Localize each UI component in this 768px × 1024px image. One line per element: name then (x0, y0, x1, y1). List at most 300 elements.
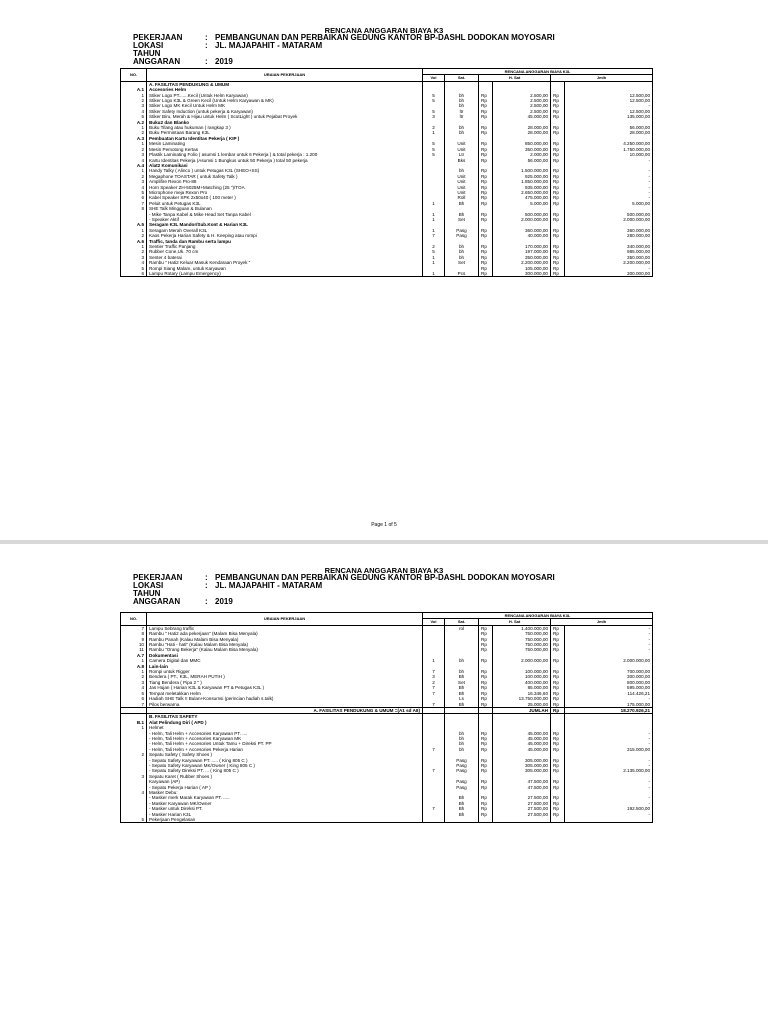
cell-vol: 7 (423, 806, 445, 811)
cell-currency: Rp (479, 801, 493, 806)
cell-uraian: Pekerjaan Pengelasan (147, 817, 423, 823)
cell-vol: 1 (423, 271, 445, 277)
cell-sat: Unit (445, 147, 479, 152)
cell-jumlah: - (565, 168, 653, 173)
cell-harga-satuan: 45.000,00 (493, 114, 551, 119)
cell-uraian: Helmet (147, 725, 423, 730)
cell-jumlah: 175.000,00 (565, 702, 653, 708)
cell-uraian: Senter 4 baterai (147, 255, 423, 260)
cell-currency: Rp (479, 271, 493, 277)
cell-harga-satuan: 750.000,00 (493, 637, 551, 642)
cell-currency: Rp (551, 806, 565, 811)
cell-uraian: - Masker merk Marak Karyawan PT. ..... (147, 795, 423, 800)
header-colon: : (205, 597, 208, 606)
cell-harga-satuan: 400.000,00 (493, 680, 551, 685)
cell-jumlah: - (565, 801, 653, 806)
cell-currency: Rp (479, 260, 493, 265)
cell-currency: Rp (479, 109, 493, 114)
cell-uraian: Sepatu Karet ( Rubber Shoes ) (147, 774, 423, 779)
cell-uraian: Buku Tilang atau hukuman ( rangkap 3 ) (147, 125, 423, 130)
cell-uraian: Seragam K3L Mandor/Sub.Kont & Harian K3L (147, 222, 423, 227)
cell-no: 2 (121, 98, 147, 103)
cell-sat: Bh (445, 212, 479, 217)
cell-jumlah: 315.000,00 (565, 747, 653, 752)
cell-currency: Rp (479, 685, 493, 690)
header-label: PEKERJAAN (133, 573, 183, 582)
cell-uraian: Rambu " Hati2 ada pekerjaan" (Malam Bisa Menyala) (147, 631, 423, 636)
cell-currency: Rp (479, 179, 493, 184)
cell-currency: Rp (479, 185, 493, 190)
cell-uraian: - Sepatu Safety Direksi PT. ... ( King 805 C ) (147, 768, 423, 773)
cell-currency: Rp (551, 801, 565, 806)
cell-sat: bh (445, 669, 479, 674)
cell-jumlah: 300.000,00 (565, 674, 653, 679)
cell-currency: Rp (479, 779, 493, 784)
cell-currency: Rp (479, 696, 493, 701)
cell-no: 6 (121, 195, 147, 200)
cell-currency: Rp (551, 625, 565, 631)
cell-sat: Set (445, 680, 479, 685)
cell-currency: Rp (479, 758, 493, 763)
cell-jumlah: 56.000,00 (565, 125, 653, 130)
cell-harga-satuan: 40.000,00 (493, 233, 551, 238)
column-header-no: NO. (121, 69, 147, 82)
header-line (133, 50, 555, 66)
cell-uraian: Rambu "Hati - hati" (Kalau Malam Bisa Menyala) (147, 642, 423, 647)
cell-sat: Pasg (445, 233, 479, 238)
budget-table (120, 612, 653, 823)
cell-uraian: - Sepatu Pekerja Harian ( AP ) (147, 785, 423, 790)
cell-sat: Bh (445, 674, 479, 679)
cell-currency: Rp (551, 147, 565, 152)
cell-currency: Rp (551, 768, 565, 773)
cell-currency: Rp (479, 702, 493, 708)
cell-no: 8 (121, 631, 147, 636)
cell-no: 1 (121, 658, 147, 663)
cell-harga-satuan: 2.000.000,00 (493, 217, 551, 222)
cell-currency: Rp (551, 271, 565, 277)
cell-uraian: Jas Hujan ( Harian K3L & Karyawan PT & Petugas K3L ) (147, 685, 423, 690)
cell-uraian: Microphone meja Rexon Pro (147, 190, 423, 195)
cell-jumlah: 4.250.000,00 (565, 141, 653, 146)
cell-no: 1 (121, 228, 147, 233)
cell-vol: 1 (423, 228, 445, 233)
table-row (121, 271, 653, 277)
cell-jumlah: - (565, 174, 653, 179)
cell-currency: Rp (479, 674, 493, 679)
cell-uraian: Rambu " Hati2 Keluar Masuk Kendaraan Proyek " (147, 260, 423, 265)
cell-currency: Rp (551, 763, 565, 768)
cell-jumlah: 12.500,00 (565, 109, 653, 114)
cell-no: 2 (121, 674, 147, 679)
header-colon: : (205, 573, 208, 582)
cell-no: A.4 (121, 163, 147, 168)
cell-no: 5 (121, 691, 147, 696)
cell-harga-satuan: 100.000,00 (493, 669, 551, 674)
cell-jumlah: 18.270.926,21 (565, 707, 653, 713)
cell-jumlah: 12.500,00 (565, 93, 653, 98)
cell-currency: Rp (479, 812, 493, 817)
cell-uraian: Stiker Biru, Merah & Hijau untuk Helm ( ScotLight ) untuk Pejabat Proyek (147, 114, 423, 119)
cell-uraian: Alat Pelindung Diri ( APD ) (147, 720, 423, 725)
cell-harga-satuan: 27.500,00 (493, 795, 551, 800)
cell-uraian: Stiker Logo PT.......Kecil (Untuk Helm Karyawan) (147, 93, 423, 98)
cell-jumlah: - (565, 185, 653, 190)
cell-sat: Pasg (445, 763, 479, 768)
cell-vol: 3 (423, 114, 445, 119)
cell-uraian: - Masker untuk Direksi PT. (147, 806, 423, 811)
cell-currency: Rp (551, 125, 565, 130)
cell-harga-satuan: 2.000.000,00 (493, 658, 551, 663)
cell-harga-satuan: 750.000,00 (493, 642, 551, 647)
cell-harga-satuan: 2.500,00 (493, 109, 551, 114)
cell-harga-satuan: 25.000,00 (493, 702, 551, 708)
cell-vol: 1 (423, 260, 445, 265)
cell-no: 6 (121, 696, 147, 701)
cell-currency: Rp (551, 680, 565, 685)
column-header-uraian: URAIAN PEKERJAAN (147, 69, 423, 82)
cell-currency: Rp (479, 228, 493, 233)
cell-sat: bh (445, 93, 479, 98)
cell-vol: 7 (423, 233, 445, 238)
cell-vol: 7 (423, 685, 445, 690)
cell-currency: Rp (551, 228, 565, 233)
cell-sat: Bh (445, 201, 479, 206)
cell-harga-satuan: 935.000,00 (493, 185, 551, 190)
cell-vol: 1 (423, 217, 445, 222)
cell-currency: Rp (479, 669, 493, 674)
cell-harga-satuan: 27.500,00 (493, 806, 551, 811)
cell-currency: Rp (551, 130, 565, 135)
cell-jumlah: - (565, 158, 653, 163)
cell-uraian: Lain-lain (147, 664, 423, 669)
cell-currency: Rp (479, 103, 493, 108)
cell-currency: Rp (551, 685, 565, 690)
cell-currency: Rp (551, 702, 565, 708)
cell-harga-satuan: 28.000,00 (493, 125, 551, 130)
cell-currency: Rp (479, 642, 493, 647)
cell-no: 1 (121, 168, 147, 173)
cell-no: 2 (121, 752, 147, 757)
cell-sat: Unit (445, 141, 479, 146)
page-title: RENCANA ANGGARAN BIAYA K3 (324, 26, 444, 35)
cell-vol: 5 (423, 109, 445, 114)
header-label: TAHUN ANGGARAN (133, 49, 181, 66)
cell-jumlah: 340.000,00 (565, 244, 653, 249)
cell-harga-satuan: 2.500,00 (493, 93, 551, 98)
cell-jumlah: - (565, 731, 653, 736)
cell-currency: Rp (479, 785, 493, 790)
cell-no: 2 (121, 249, 147, 254)
cell-vol: 7 (423, 702, 445, 708)
cell-harga-satuan: 925.000,00 (493, 174, 551, 179)
cell-harga-satuan: 1.500.000,00 (493, 168, 551, 173)
cell-jumlah (565, 817, 653, 823)
cell-no: 3 (121, 103, 147, 108)
table-row (121, 817, 653, 823)
cell-jumlah: - (565, 631, 653, 636)
header-value: JL. MAJAPAHIT - MATARAM (215, 581, 323, 590)
cell-sat: Pasg (445, 768, 479, 773)
cell-currency: Rp (479, 731, 493, 736)
cell-jumlah: 2.135.000,00 (565, 768, 653, 773)
cell-currency: Rp (479, 741, 493, 746)
cell-currency: Rp (551, 201, 565, 206)
cell-uraian: - Mike Tanpa Kabel & Mike Head Set Tanpa Kabel (147, 212, 423, 217)
cell-no: 1 (121, 244, 147, 249)
cell-sat: bh (445, 731, 479, 736)
cell-currency: Rp (551, 696, 565, 701)
cell-sat (445, 817, 479, 823)
cell-vol: 2 (423, 244, 445, 249)
cell-uraian: Masker Debu: (147, 790, 423, 795)
cell-jumlah: 500.000,00 (565, 212, 653, 217)
cell-sat: Bh (445, 691, 479, 696)
cell-sat: Set (445, 260, 479, 265)
cell-jumlah: 28.000,00 (565, 130, 653, 135)
cell-no: A.6 (121, 239, 147, 244)
cell-currency: Rp (479, 736, 493, 741)
cell-sat: bh (445, 255, 479, 260)
cell-uraian: Camera Digital dan MMC (147, 658, 423, 663)
cell-no: 1 (121, 725, 147, 730)
cell-currency: Rp (551, 731, 565, 736)
cell-no: 3 (121, 680, 147, 685)
cell-currency: Rp (551, 266, 565, 271)
cell-jumlah: - (565, 190, 653, 195)
cell-currency: Rp (479, 195, 493, 200)
header-colon: : (205, 57, 208, 66)
cell-currency: Rp (551, 217, 565, 222)
cell-uraian: A. FASILITAS PENDUKUNG & UMUM (147, 81, 423, 87)
cell-uraian: Rambu Panah (Kalau Malam Bisa Menyala) (147, 637, 423, 642)
cell-sat: Pasg (445, 779, 479, 784)
cell-vol: 7 (423, 669, 445, 674)
cell-harga-satuan: 28.000,00 (493, 130, 551, 135)
cell-jumlah: - (565, 647, 653, 652)
cell-jumlah: - (565, 736, 653, 741)
cell-jumlah: - (565, 795, 653, 800)
cell-jumlah: 192.500,00 (565, 806, 653, 811)
cell-uraian: Horn Speaker ZH-5025M+Matching (25 ")/TOA (147, 185, 423, 190)
cell-jumlah: - (565, 195, 653, 200)
cell-sat: Bks (445, 158, 479, 163)
cell-no: 5 (121, 817, 147, 823)
cell-sat: bh (445, 741, 479, 746)
cell-harga-satuan: 47.500,00 (493, 785, 551, 790)
cell-uraian: Plastik Laminating Folio ( asumsi 1 lembar untuk 6 Pekerja ) & total pekerja : 1.200 (147, 152, 423, 157)
cell-currency: Rp (551, 779, 565, 784)
cell-no: 4 (121, 685, 147, 690)
cell-currency: Rp (479, 763, 493, 768)
cell-currency: Rp (479, 201, 493, 206)
header-colon: : (205, 581, 208, 590)
cell-currency: Rp (479, 114, 493, 119)
cell-harga-satuan: 197.000,00 (493, 249, 551, 254)
cell-harga-satuan: 47.500,00 (493, 779, 551, 784)
cell-currency: Rp (551, 168, 565, 173)
cell-vol: 2 (423, 125, 445, 130)
cell-currency: Rp (479, 255, 493, 260)
header-value: PEMBANGUNAN DAN PERBAIKAN GEDUNG KANTOR BP-DASHL DODOKAN MOYOSARI (215, 33, 555, 42)
header-value: JL. MAJAPAHIT - MATARAM (215, 41, 323, 50)
cell-uraian: - Sepatu Safety Karyawan MK/Owner ( King 805 C ) (147, 763, 423, 768)
cell-uraian: Rompi Siang Malam, untuk Karyawan (147, 266, 423, 271)
cell-currency: Rp (479, 647, 493, 652)
cell-sat: Pasg (445, 785, 479, 790)
cell-vol: 7 (423, 691, 445, 696)
cell-uraian: - Sepatu Safety Karyawan PT. ..... ( King 805 C ) (147, 758, 423, 763)
cell-uraian: Hadiah SHE Talk !! Bulan+Konsumsi (perincian hadiah s.talk) (147, 696, 423, 701)
cell-currency: Rp (479, 212, 493, 217)
cell-harga-satuan: 100.000,00 (493, 674, 551, 679)
cell-currency: Rp (551, 785, 565, 790)
cell-jumlah: - (565, 741, 653, 746)
cell-uraian: Karyawan (AP) (147, 779, 423, 784)
cell-uraian: Mesin Laminating (147, 141, 423, 146)
cell-jumlah: - (565, 758, 653, 763)
cell-jumlah: - (565, 696, 653, 701)
header-line (133, 574, 555, 582)
cell-uraian: Buku Permintaan Barang K3L (147, 130, 423, 135)
cell-sat: Roll (445, 195, 479, 200)
cell-uraian: Alat2 Komunikasi (147, 163, 423, 168)
cell-currency: Rp (479, 141, 493, 146)
header-colon: : (205, 33, 208, 42)
cell-vol: 2 (423, 680, 445, 685)
cell-no: 2 (121, 130, 147, 135)
cell-sat: rol (445, 625, 479, 631)
cell-jumlah: 700.000,00 (565, 669, 653, 674)
cell-currency: Rp (551, 179, 565, 184)
column-header-jmlh: Jmlh (551, 75, 653, 81)
cell-uraian: Lampu Rotary (Lampu Emergency) (147, 271, 423, 277)
cell-currency: Rp (479, 768, 493, 773)
cell-currency: Rp (551, 195, 565, 200)
cell-harga-satuan: 2.650.000,00 (493, 190, 551, 195)
cell-currency: Rp (551, 93, 565, 98)
cell-harga-satuan: 45.000,00 (493, 741, 551, 746)
cell-currency: Rp (551, 707, 565, 713)
cell-no: A.2 (121, 120, 147, 125)
cell-harga-satuan: 500.000,00 (493, 212, 551, 217)
cell-harga-satuan: 350.000,00 (493, 255, 551, 260)
cell-currency: Rp (551, 631, 565, 636)
cell-jumlah: - (565, 625, 653, 631)
column-header-vol: Vol (423, 619, 445, 625)
cell-uraian: Dokumentasi (147, 653, 423, 658)
cell-uraian: Pembuatan Kartu Identitas Pekerja ( KIP ) (147, 136, 423, 141)
cell-sat: bh (445, 244, 479, 249)
cell-jumlah: 800.000,00 (565, 680, 653, 685)
cell-sat: bh (445, 103, 479, 108)
cell-no: 4 (121, 790, 147, 795)
cell-no: 7 (121, 625, 147, 631)
cell-jumlah: 5.000,00 (565, 201, 653, 206)
cell-currency: Rp (479, 747, 493, 752)
cell-uraian: Accesories Helm (147, 87, 423, 92)
cell-jumlah: - (565, 763, 653, 768)
cell-no: 3 (121, 255, 147, 260)
cell-currency: Rp (479, 795, 493, 800)
cell-currency: Rp (551, 736, 565, 741)
cell-jumlah: 985.000,00 (565, 249, 653, 254)
cell-currency: Rp (551, 812, 565, 817)
cell-jumlah: 1.750.000,00 (565, 147, 653, 152)
cell-sat: Bh (445, 801, 479, 806)
cell-currency: Rp (551, 669, 565, 674)
document-header (133, 34, 555, 66)
cell-jumlah: - (565, 266, 653, 271)
cell-currency: Rp (551, 647, 565, 652)
cell-no: 1 (121, 125, 147, 130)
cell-jumlah: 360.000,00 (565, 228, 653, 233)
column-header-jmlh: Jmlh (551, 619, 653, 625)
cell-currency: Rp (551, 674, 565, 679)
cell-vol: 1 (423, 212, 445, 217)
cell-currency: Rp (551, 174, 565, 179)
cell-currency: Rp (551, 158, 565, 163)
cell-uraian: - Helm, Tali Helm + Accesories Untuk Tamu + Direksi PT. PP (147, 741, 423, 746)
page-title: RENCANA ANGGARAN BIAYA K3 (324, 566, 444, 575)
cell-harga-satuan: 750.000,00 (493, 631, 551, 636)
header-line (133, 42, 555, 50)
header-colon: : (205, 41, 208, 50)
cell-jumlah: 280.000,00 (565, 233, 653, 238)
cell-uraian: - Masker Karyawan MK/Owner (147, 801, 423, 806)
cell-uraian: Rubber Cone,Uk. 70 cm (147, 249, 423, 254)
cell-sat: bh (445, 125, 479, 130)
cell-no: 2 (121, 233, 147, 238)
cell-harga-satuan: 45.000,00 (493, 731, 551, 736)
cell-uraian: Sentier Traffic Panjang (147, 244, 423, 249)
cell-sat: Unit (445, 174, 479, 179)
header-line (133, 590, 555, 606)
header-value: 2019 (215, 597, 233, 606)
cell-jumlah: 2.200.000,00 (565, 260, 653, 265)
cell-currency: Rp (479, 98, 493, 103)
cell-no: 1 (121, 669, 147, 674)
cell-no: 6 (121, 271, 147, 277)
cell-uraian: - Masker Harian K3L (147, 812, 423, 817)
cell-sat: ltr (445, 109, 479, 114)
cell-no: B.1 (121, 720, 147, 725)
cell-harga-satuan: 2.200.000,00 (493, 260, 551, 265)
cell-no: A.7 (121, 653, 147, 658)
cell-no: 7 (121, 201, 147, 206)
cell-currency: Rp (479, 806, 493, 811)
cell-sat: ltr (445, 114, 479, 119)
cell-harga-satuan: 13.750.000,00 (493, 696, 551, 701)
cell-currency: Rp (479, 658, 493, 663)
header-line (133, 582, 555, 590)
header-value: 2019 (215, 57, 233, 66)
cell-uraian: Bendera ( PT., K3L, MERAH PUTIH ) (147, 674, 423, 679)
cell-currency: Rp (479, 217, 493, 222)
cell-no: 5 (121, 266, 147, 271)
cell-jumlah: - (565, 785, 653, 790)
cell-harga-satuan: 305.000,00 (493, 758, 551, 763)
cell-vol: 5 (423, 249, 445, 254)
cell-jumlah: 135.000,00 (565, 114, 653, 119)
cell-no: A.1 (121, 87, 147, 92)
cell-uraian: - Helm, Tali Helm + Accesories Karyawan PT. .... (147, 731, 423, 736)
budget-table (120, 68, 653, 277)
cell-harga-satuan: 105.000,00 (493, 266, 551, 271)
cell-no: 3 (121, 152, 147, 157)
cell-jumlah: 114.426,21 (565, 691, 653, 696)
cell-currency: Rp (551, 212, 565, 217)
